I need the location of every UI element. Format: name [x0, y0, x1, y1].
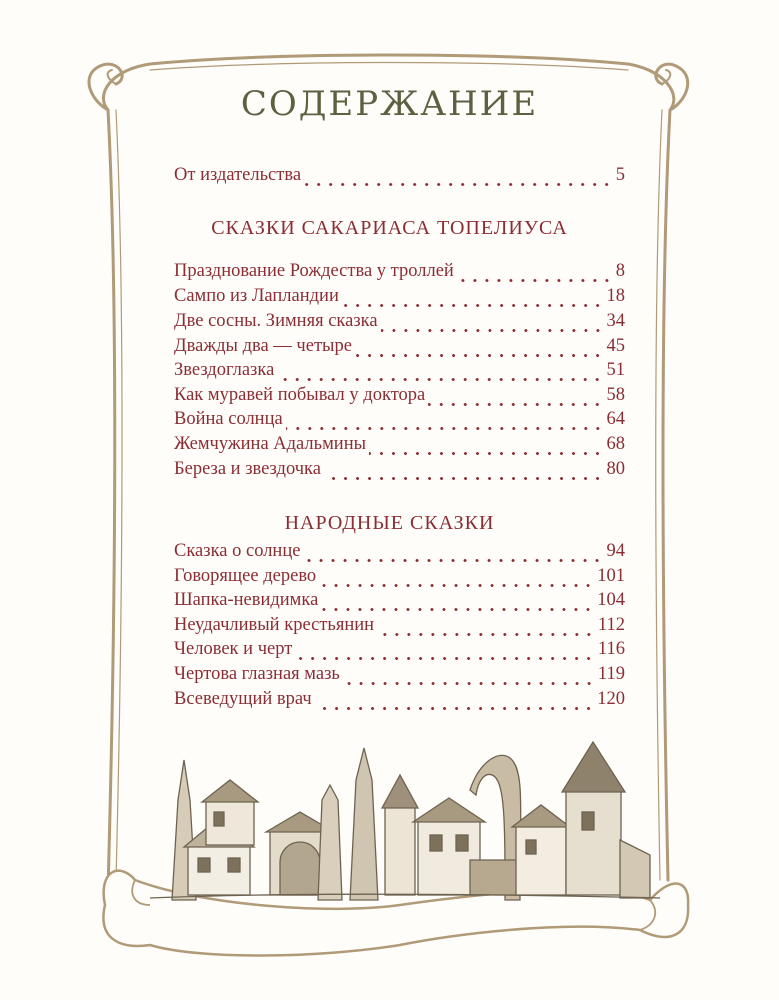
leader-dots	[381, 315, 604, 333]
leader-dots	[324, 463, 604, 481]
toc-entry[interactable]	[174, 434, 625, 458]
toc-entry-title: Дважды два — четыре	[174, 336, 352, 356]
leader-dots	[319, 570, 594, 588]
toc-entry-page: 104	[597, 590, 625, 610]
toc-entry-preface[interactable]	[174, 165, 625, 189]
leader-dots	[304, 169, 613, 187]
toc-entry-title: Всеведущий врач	[174, 689, 312, 709]
toc-entry[interactable]	[174, 615, 625, 639]
toc-entry-page: 45	[606, 336, 625, 356]
toc-entry-title: Празднование Рождества у троллей	[174, 261, 454, 281]
toc-entry-title: Война солнца	[174, 409, 283, 429]
toc-entry-page: 80	[606, 459, 625, 479]
toc-entry-page: 51	[606, 360, 625, 380]
leader-dots	[369, 438, 603, 456]
leader-dots	[428, 389, 603, 407]
toc-entry[interactable]	[174, 286, 625, 310]
leader-dots	[286, 413, 604, 431]
section-heading-folk-tales: НАРОДНЫЕ СКАЗКИ	[284, 512, 495, 534]
toc-entry-page: 58	[606, 385, 625, 405]
toc-entry-page: 18	[606, 286, 625, 306]
leader-dots	[295, 643, 595, 661]
toc-entry-page: 94	[606, 541, 625, 561]
toc-entry-title: Сампо из Лапландии	[174, 286, 339, 306]
toc-entry[interactable]	[174, 590, 625, 614]
leader-dots	[343, 668, 595, 686]
leader-dots	[277, 364, 603, 382]
toc-entry-page: 34	[606, 311, 625, 331]
toc-entry-title: Сказка о солнце	[174, 541, 301, 561]
toc-entry-page: 101	[597, 566, 625, 586]
toc-entry-title: Неудачливый крестьянин	[174, 615, 375, 635]
toc-entry-page: 119	[597, 664, 625, 684]
toc-entry-page: 5	[615, 165, 625, 185]
toc-entry[interactable]	[174, 566, 625, 590]
toc-entry-title: Две сосны. Зимняя сказка	[174, 311, 378, 331]
leader-dots	[321, 594, 594, 612]
leader-dots	[355, 340, 604, 358]
toc-entry[interactable]	[174, 409, 625, 433]
leader-dots	[315, 693, 595, 711]
toc-entry-title: Как муравей побывал у доктора	[174, 385, 426, 405]
leader-dots	[303, 545, 603, 563]
toc-entry-title: Береза и звездочка	[174, 459, 321, 479]
toc-entry[interactable]	[174, 336, 625, 360]
toc-entry[interactable]	[174, 541, 625, 565]
toc-entry-title: Говорящее дерево	[174, 566, 317, 586]
toc-entry-title: Человек и черт	[174, 639, 293, 659]
toc-entry-page: 68	[606, 434, 625, 454]
toc-entry[interactable]	[174, 639, 625, 663]
toc-entry-title: От издательства	[174, 165, 302, 185]
toc-entry[interactable]	[174, 664, 625, 688]
toc-entry-title: Шапка-невидимка	[174, 590, 319, 610]
toc-entry[interactable]	[174, 689, 625, 713]
toc-entry-title: Чертова глазная мазь	[174, 664, 340, 684]
toc-entry-page: 116	[597, 639, 625, 659]
section-heading-topelius: СКАЗКИ САКАРИАСА ТОПЕЛИУСА	[211, 217, 568, 239]
toc-entry[interactable]	[174, 261, 625, 285]
leader-dots	[342, 290, 604, 308]
toc-entry-page: 64	[606, 409, 625, 429]
toc-entry-page: 112	[597, 615, 625, 635]
toc-entry[interactable]	[174, 385, 625, 409]
leader-dots	[377, 619, 595, 637]
toc-entry[interactable]	[174, 459, 625, 483]
toc-entry-page: 8	[615, 261, 625, 281]
leader-dots	[457, 265, 613, 283]
toc-entry[interactable]	[174, 311, 625, 335]
toc-entry[interactable]	[174, 360, 625, 384]
page-title: СОДЕРЖАНИЕ	[240, 84, 539, 124]
toc-entry-title: Жемчужина Адальмины	[174, 434, 367, 454]
toc-entry-title: Звездоглазка	[174, 360, 275, 380]
toc-entry-page: 120	[597, 689, 625, 709]
